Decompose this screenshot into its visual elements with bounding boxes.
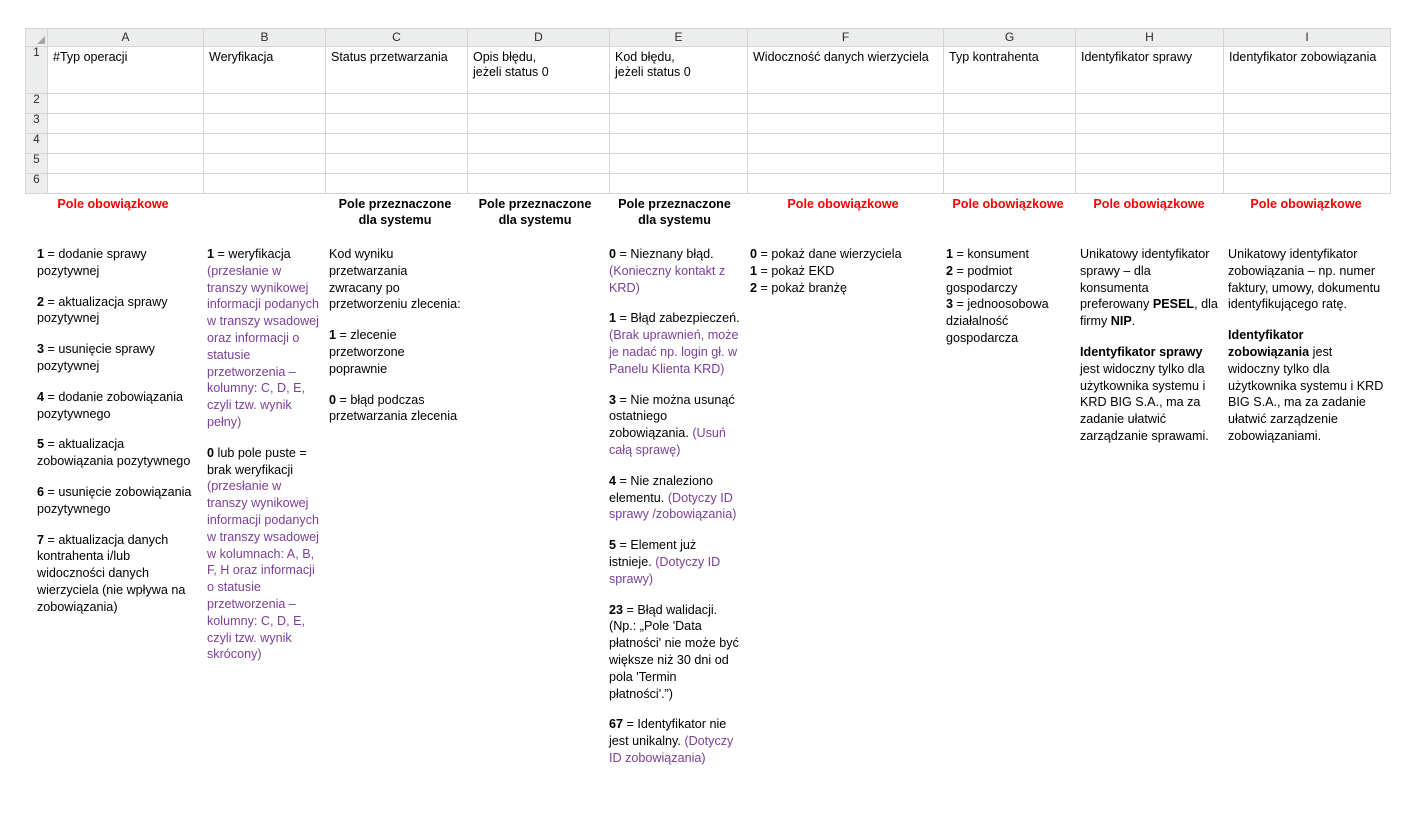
legend-paragraph: 5 = Element już istnieje. (Dotyczy ID sprawy) — [609, 538, 721, 586]
cell-b5[interactable] — [204, 154, 326, 174]
legend-paragraph: Identyfikator sprawy jest widoczny tylko dla użytkownika systemu i KRD BIG S.A., ma za zadanie ułatwić zarządzanie sprawami. — [1080, 344, 1209, 443]
legend-paragraph: 5 = aktualizacja zobowiązania pozytywnego — [37, 437, 191, 469]
legend-paragraph: 6 = usunięcie zobowiązania pozytywnego — [37, 484, 192, 516]
legend-paragraph: 0 lub pole puste = brak weryfikacji (przesłanie w transzy wynikowej informacji podanych w transzy wsadowej w kolumnach: A, B, F, H oraz informacji o statusie przetworzenia – kolumny: C, D, E, czyli tzw. wynik skrócony) — [207, 445, 320, 662]
cell-i2[interactable] — [1224, 94, 1391, 114]
cell-f6[interactable] — [748, 174, 944, 194]
legend-paragraph: 3 = usunięcie sprawy pozytywnej — [37, 342, 155, 373]
cell-a2[interactable] — [48, 94, 204, 114]
spreadsheet-grid[interactable] — [25, 28, 1391, 194]
legend-paragraph: 2 = pokaż branżę — [750, 280, 847, 295]
legend-column-f — [746, 196, 942, 310]
legend-paragraph: 23 = Błąd walidacji. (Np.: „Pole 'Data płatności' nie może być większe niż 30 dni od pola 'Termin płatności'.”) — [609, 602, 739, 701]
column-header-h[interactable]: H — [1076, 29, 1224, 47]
legend-body-b — [207, 246, 319, 663]
cell-b3[interactable] — [204, 114, 326, 134]
cell-a6[interactable] — [48, 174, 204, 194]
cell-h2[interactable] — [1076, 94, 1224, 114]
cell-h1[interactable]: Identyfikator sprawy — [1076, 47, 1224, 94]
legend-title-f: Pole obowiązkowe — [787, 197, 899, 211]
cell-c6[interactable] — [326, 174, 468, 194]
legend-paragraph: 4 = dodanie zobowiązania pozytywnego — [37, 389, 184, 421]
legend-paragraph: 2 = aktualizacja sprawy pozytywnej — [37, 294, 168, 326]
legend-paragraph: 7 = aktualizacja danych kontrahenta i/lub widoczności danych wierzyciela (nie wpływa na zobowiązania) — [37, 532, 186, 614]
legend-body-g — [946, 246, 1070, 347]
cell-d6[interactable] — [468, 174, 610, 194]
table-row — [26, 154, 1391, 174]
legend-column-g — [942, 196, 1076, 361]
legend-body-e — [609, 246, 740, 767]
table-row — [26, 47, 1391, 94]
column-header-c[interactable]: C — [326, 29, 468, 47]
cell-e2[interactable] — [610, 94, 748, 114]
legend-body-h — [1080, 246, 1218, 445]
legend-paragraph: 1 = weryfikacja (przesłanie w transzy wynikowej informacji podanych w transzy wsadowej oraz informacji o statusie przetworzenia – kolumny: C, D, E, czyli tzw. wynik pełny) — [207, 247, 320, 429]
cell-c4[interactable] — [326, 134, 468, 154]
cell-e4[interactable] — [610, 134, 748, 154]
row-header-2[interactable]: 2 — [26, 94, 48, 114]
legend-paragraph: 1 = dodanie sprawy pozytywnej — [37, 247, 147, 278]
cell-c2[interactable] — [326, 94, 468, 114]
table-row — [26, 114, 1391, 134]
legend-annotations — [25, 196, 1390, 781]
cell-g2[interactable] — [944, 94, 1076, 114]
cell-e5[interactable] — [610, 154, 748, 174]
cell-f5[interactable] — [748, 154, 944, 174]
column-header-g[interactable]: G — [944, 29, 1076, 47]
legend-title-a: Pole obowiązkowe — [57, 197, 169, 211]
cell-g6[interactable] — [944, 174, 1076, 194]
cell-g5[interactable] — [944, 154, 1076, 174]
cell-i4[interactable] — [1224, 134, 1391, 154]
cell-d4[interactable] — [468, 134, 610, 154]
row-header-5[interactable]: 5 — [26, 154, 48, 174]
legend-column-c — [325, 196, 467, 439]
cell-i6[interactable] — [1224, 174, 1391, 194]
column-header-e[interactable]: E — [610, 29, 748, 47]
cell-g4[interactable] — [944, 134, 1076, 154]
legend-paragraph: 1 = konsument — [946, 247, 1029, 261]
cell-f3[interactable] — [748, 114, 944, 134]
cell-d3[interactable] — [468, 114, 610, 134]
cell-a3[interactable] — [48, 114, 204, 134]
table-row — [26, 94, 1391, 114]
legend-paragraph: 4 = Nie znaleziono elementu. (Dotyczy ID sprawy /zobowiązania) — [609, 473, 737, 522]
cell-b1[interactable]: Weryfikacja — [204, 47, 326, 94]
column-header-b[interactable]: B — [204, 29, 326, 47]
cell-b2[interactable] — [204, 94, 326, 114]
legend-column-b — [203, 196, 325, 677]
legend-paragraph: 1 = Błąd zabezpieczeń. (Brak uprawnień, może je nadać np. login gł. w Panelu Klienta KRD) — [609, 311, 740, 376]
legend-title-d: Pole przeznaczone dla systemu — [478, 197, 592, 227]
row-header-3[interactable]: 3 — [26, 114, 48, 134]
legend-body-a — [29, 246, 197, 616]
row-header-6[interactable]: 6 — [26, 174, 48, 194]
cell-b4[interactable] — [204, 134, 326, 154]
legend-paragraph: 0 = błąd podczas przetwarzania zlecenia — [329, 392, 458, 424]
cell-c5[interactable] — [326, 154, 468, 174]
legend-title-g: Pole obowiązkowe — [952, 197, 1064, 211]
select-all-triangle-icon — [37, 36, 45, 44]
cell-b6[interactable] — [204, 174, 326, 194]
legend-paragraph: Kod wyniku przetwarzania zwracany po przetworzeniu zlecenia: — [329, 247, 461, 312]
cell-e3[interactable] — [610, 114, 748, 134]
legend-title-b — [207, 196, 319, 230]
cell-g1[interactable]: Typ kontrahenta — [944, 47, 1076, 94]
cell-d1[interactable]: Opis błędu, jeżeli status 0 — [468, 47, 610, 94]
legend-paragraph: 0 = pokaż dane wierzyciela — [750, 247, 902, 261]
column-header-row — [26, 29, 1391, 47]
legend-paragraph: 3 = jednoosobowa działalność gospodarcza — [946, 297, 1049, 345]
table-row — [26, 174, 1391, 194]
select-all-corner[interactable] — [26, 29, 48, 47]
legend-paragraph: 1 = zlecenie przetworzone poprawnie — [329, 328, 405, 376]
cell-e1[interactable]: Kod błędu, jeżeli status 0 — [610, 47, 748, 94]
legend-body-i — [1228, 246, 1384, 445]
cell-h5[interactable] — [1076, 154, 1224, 174]
legend-title-c: Pole przeznaczone dla systemu — [338, 197, 452, 227]
cell-e6[interactable] — [610, 174, 748, 194]
cell-d2[interactable] — [468, 94, 610, 114]
column-header-f[interactable]: F — [748, 29, 944, 47]
column-header-i[interactable]: I — [1224, 29, 1391, 47]
cell-f1[interactable]: Widoczność danych wierzyciela — [748, 47, 944, 94]
cell-c1[interactable]: Status przetwarzania — [326, 47, 468, 94]
legend-paragraph: Unikatowy identyfikator zobowiązania – np. numer faktury, umowy, dokumentu identyfikującego ratę. — [1228, 247, 1381, 312]
column-header-a[interactable]: A — [48, 29, 204, 47]
table-row — [26, 134, 1391, 154]
column-header-d[interactable]: D — [468, 29, 610, 47]
legend-column-i — [1224, 196, 1390, 459]
cell-d5[interactable] — [468, 154, 610, 174]
cell-a5[interactable] — [48, 154, 204, 174]
legend-paragraph: 1 = pokaż EKD — [750, 263, 835, 278]
cell-h4[interactable] — [1076, 134, 1224, 154]
row-header-4[interactable]: 4 — [26, 134, 48, 154]
legend-title-e: Pole przeznaczone dla systemu — [618, 197, 731, 227]
cell-f4[interactable] — [748, 134, 944, 154]
legend-paragraph: Identyfikator zobowiązania jest widoczny tylko dla użytkownika systemu i KRD BIG S.A., ma za zadanie ułatwić zarządzenie zobowiązaniami. — [1228, 328, 1384, 443]
legend-body-f — [750, 246, 936, 296]
cell-f2[interactable] — [748, 94, 944, 114]
legend-title-i: Pole obowiązkowe — [1250, 197, 1362, 211]
legend-column-d — [467, 196, 605, 246]
cell-i1[interactable]: Identyfikator zobowiązania — [1224, 47, 1391, 94]
legend-paragraph: 0 = Nieznany błąd. (Konieczny kontakt z KRD) — [609, 247, 726, 295]
legend-title-h: Pole obowiązkowe — [1093, 197, 1205, 211]
legend-body-c — [329, 246, 461, 425]
legend-paragraph: 3 = Nie można usunąć ostatniego zobowiązania. (Usuń całą sprawę) — [609, 392, 735, 457]
legend-paragraph: 67 = Identyfikator nie jest unikalny. (Dotyczy ID zobowiązania) — [609, 717, 734, 765]
cell-i3[interactable] — [1224, 114, 1391, 134]
cell-h6[interactable] — [1076, 174, 1224, 194]
legend-column-e — [605, 196, 746, 781]
cell-i5[interactable] — [1224, 154, 1391, 174]
legend-column-h — [1076, 196, 1224, 459]
legend-paragraph: 2 = podmiot gospodarczy — [946, 263, 1018, 295]
cell-a1[interactable]: #Typ operacji — [48, 47, 204, 94]
legend-paragraph: Unikatowy identyfikator sprawy – dla konsumenta preferowany PESEL, dla firmy NIP. — [1080, 247, 1218, 329]
cell-a4[interactable] — [48, 134, 204, 154]
cell-c3[interactable] — [326, 114, 468, 134]
cell-h3[interactable] — [1076, 114, 1224, 134]
row-header-1[interactable]: 1 — [26, 47, 48, 94]
legend-column-a — [25, 196, 203, 630]
cell-g3[interactable] — [944, 114, 1076, 134]
